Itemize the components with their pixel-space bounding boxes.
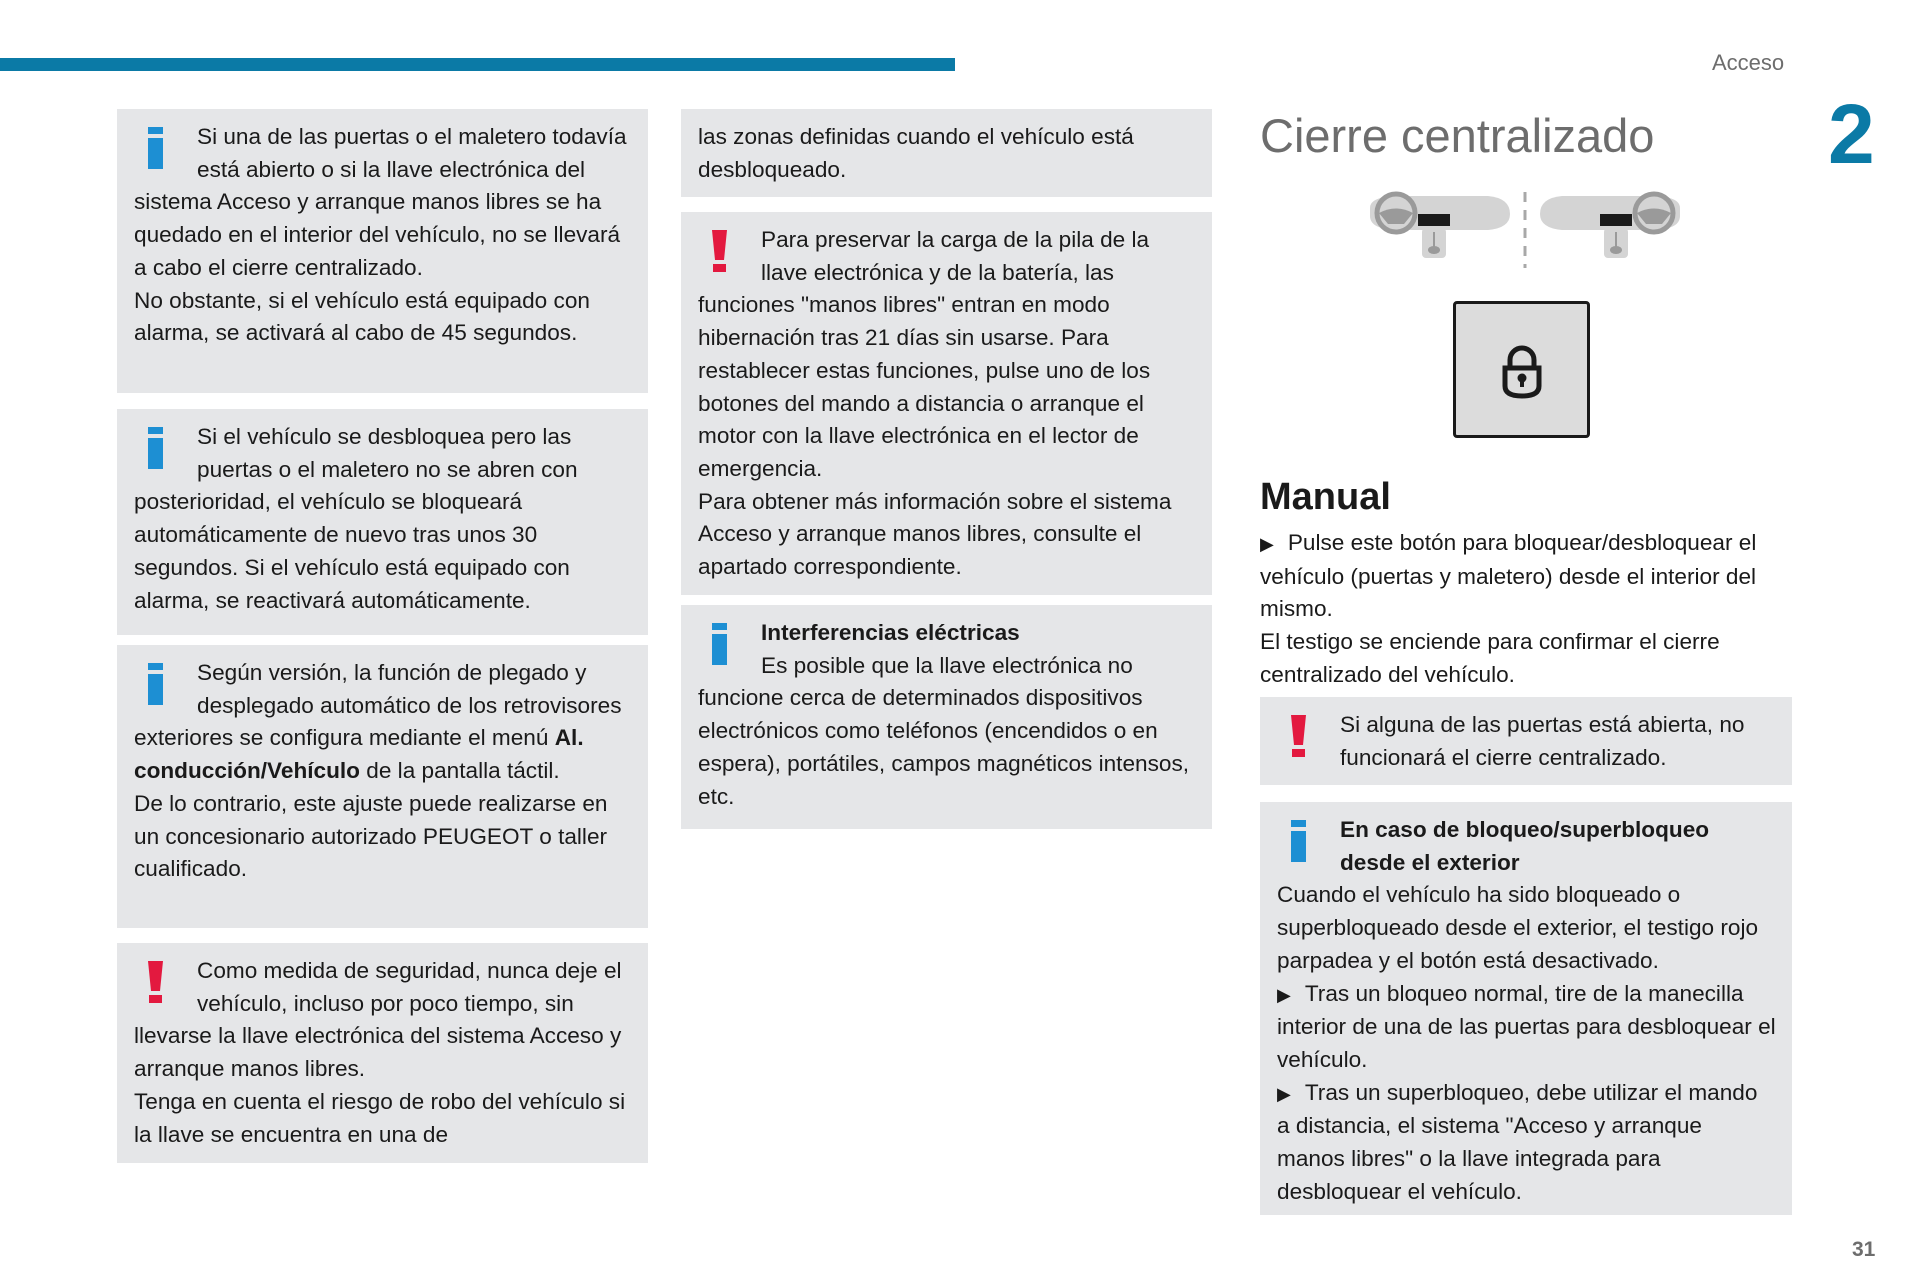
info-icon [148, 663, 163, 705]
chapter-number: 2 [1828, 87, 1875, 181]
warning-box-door-open: Si alguna de las puertas está abierta, no funcionará el cierre centralizado. [1260, 697, 1792, 785]
page-number: 31 [1852, 1238, 1876, 1261]
info-icon [712, 623, 727, 665]
info-box-electrical-interference: Interferencias eléctricas Es posible que la llave electrónica no funcione cerca de determinados dispositivos electrónicos como teléfonos (encendidos o en espera), portátiles, campos magnéticos intensos, etc. [681, 605, 1212, 829]
section-label: Acceso [1712, 50, 1785, 75]
bullet-triangle-icon: ▶ [1277, 1083, 1291, 1104]
warning-icon [148, 961, 163, 1003]
box-heading: En caso de bloqueo/superbloqueo desde el exterior [1340, 817, 1710, 875]
info-icon [148, 127, 163, 169]
info-icon [1291, 820, 1306, 862]
warning-icon [712, 230, 727, 272]
padlock-icon [1501, 344, 1543, 400]
box-heading: Interferencias eléctricas [761, 620, 1020, 645]
steering-wheel-rhd-icon [1540, 194, 1680, 258]
dashboard-illustration [1360, 188, 1690, 273]
manual-instructions: ▶ Pulse este botón para bloquear/desbloquear el vehículo (puertas y maletero) desde el interior del mismo. El testigo se enciende para confirmar el cierre centralizado del vehículo. [1260, 530, 1757, 687]
header-accent-bar [0, 58, 955, 71]
continuation-box: las zonas definidas cuando el vehículo está desbloqueado. [681, 109, 1212, 197]
bullet-triangle-icon: ▶ [1277, 984, 1291, 1005]
info-box-auto-relock: Si el vehículo se desbloquea pero las puertas o el maletero no se abren con posterioridad, el vehículo se bloqueará automáticamente de nuevo tras unos 30 segundos. Si el vehículo está equipado con alarma, se reactivará automáticamente. [117, 409, 648, 635]
info-box-external-locking: En caso de bloqueo/superbloqueo desde el exterior Cuando el vehículo ha sido bloqueado o superbloqueado desde el exterior, el testigo rojo parpadea y el botón está desactivado. ▶ Tras un bloqueo normal, tire de la manecilla interior de una de las puertas para desbloquear el vehículo. ▶ Tras un superbloqueo, debe utilizar el mando a distancia, el sistema "Acceso y arranque manos libres" o la llave integrada para desbloquear el vehículo. [1260, 802, 1792, 1215]
bullet-triangle-icon: ▶ [1260, 534, 1274, 554]
manual-heading: Manual [1260, 476, 1391, 518]
warning-icon [1291, 715, 1306, 757]
info-box-doors-open: Si una de las puertas o el maletero todavía está abierto o si la llave electrónica del sistema Acceso y arranque manos libres se ha quedado en el interior del vehículo, no se llevará a cabo el cierre centralizado. No obstante, si el vehículo está equipado con alarma, se activará al cabo de 45 segundos. [117, 109, 648, 393]
warning-box-key-security: Como medida de seguridad, nunca deje el vehículo, incluso por poco tiempo, sin llevarse la llave electrónica del sistema Acceso y arranque manos libres. Tenga en cuenta el riesgo de robo del vehículo si la llave se encuentra en una de [117, 943, 648, 1163]
warning-box-battery-hibernation: Para preservar la carga de la pila de la llave electrónica y de la batería, las funciones "manos libres" entran en modo hibernación tras 21 días sin usarse. Para restablecer estas funciones, pulse uno de los botones del mando a distancia o arranque el motor con la llave electrónica en el lector de emergencia. Para obtener más información sobre el sistema Acceso y arranque manos libres, consulte el apartado correspondiente. [681, 212, 1212, 595]
info-icon [148, 427, 163, 469]
info-box-mirror-folding: Según versión, la función de plegado y desplegado automático de los retrovisores exteriores se configura mediante el menú Al. conducción/Vehículo de la pantalla táctil. De lo contrario, este ajuste puede realizarse en un concesionario autorizado PEUGEOT o taller cualificado. [117, 645, 648, 928]
steering-wheel-lhd-icon [1370, 194, 1510, 258]
page-title: Cierre centralizado [1260, 109, 1655, 162]
central-lock-button[interactable] [1453, 301, 1590, 438]
